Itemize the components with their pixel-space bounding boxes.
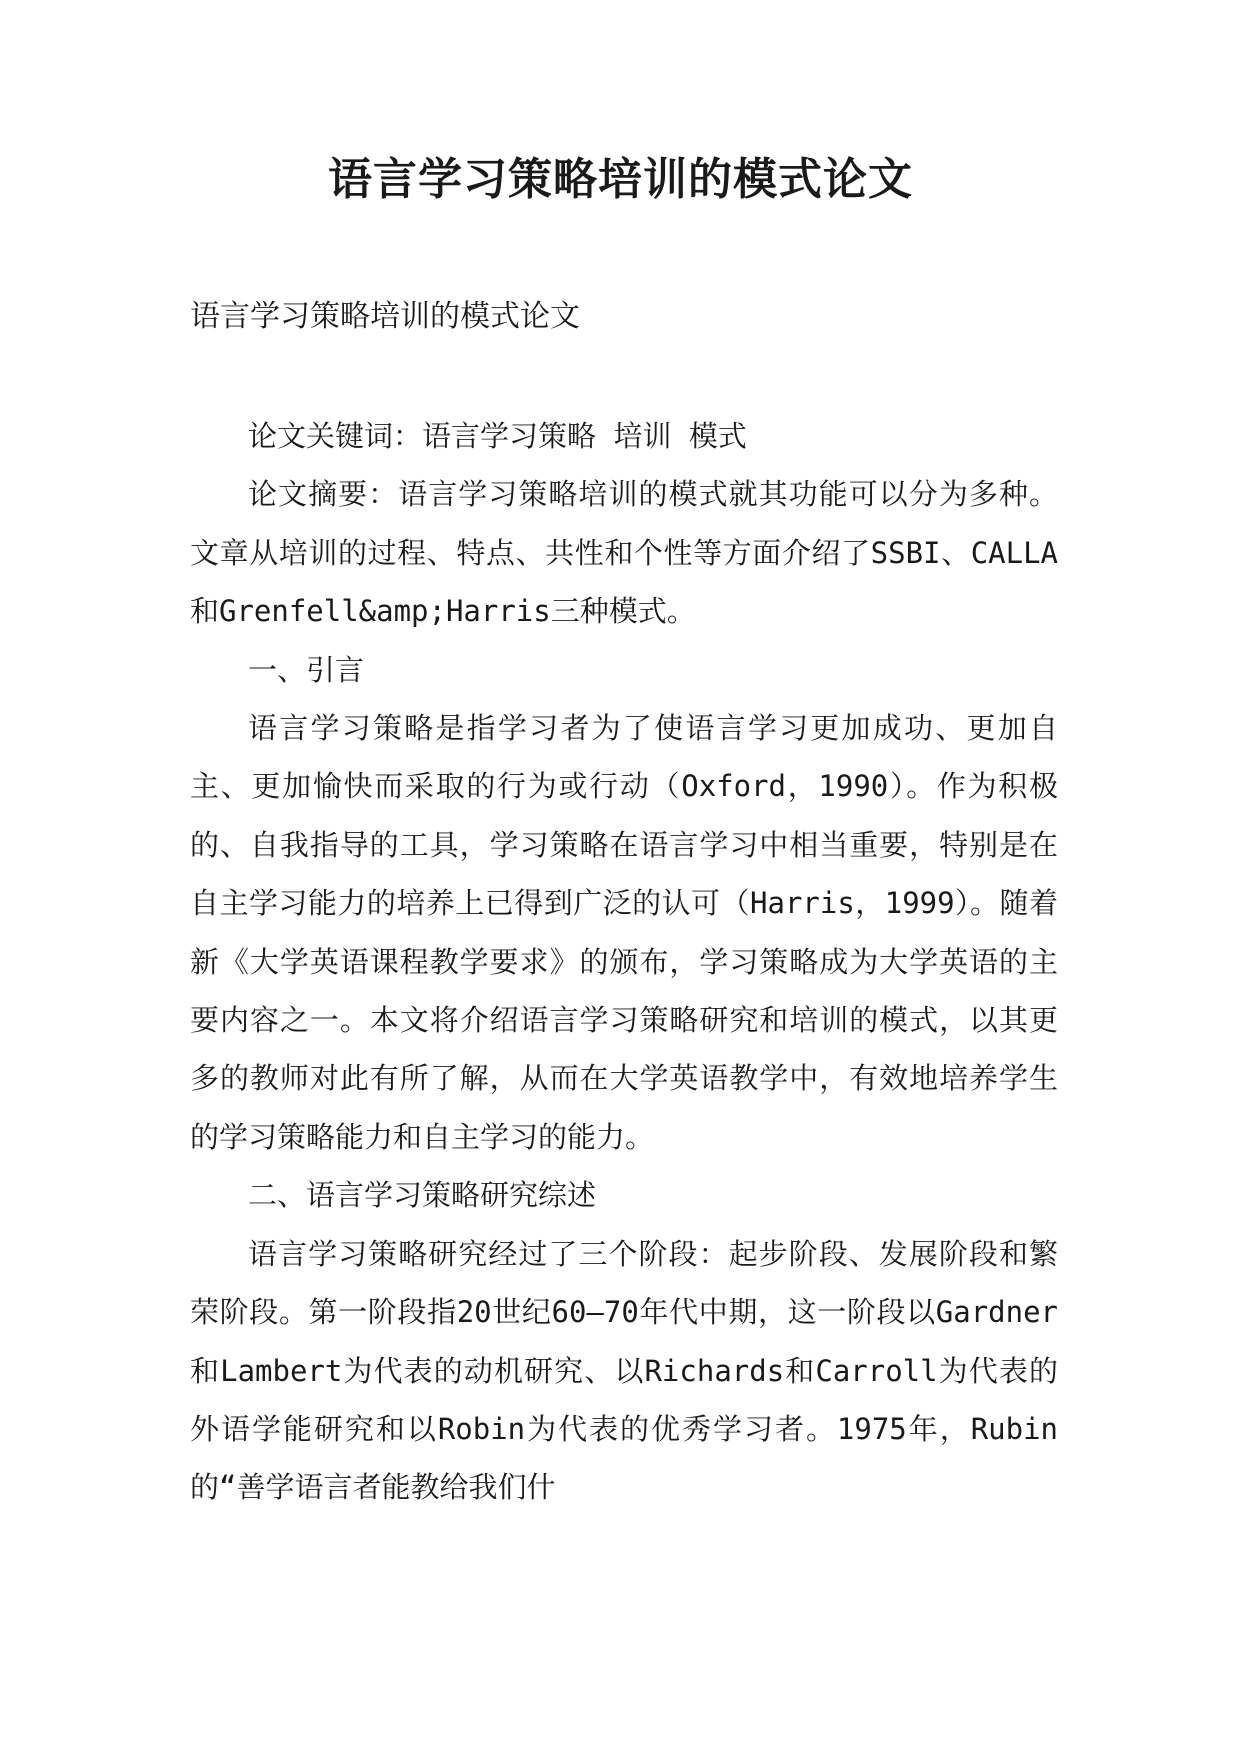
review-paragraph: 语言学习策略研究经过了三个阶段：起步阶段、发展阶段和繁荣阶段。第一阶段指20世纪60—70年代中期，这一阶段以Gardner和Lambert为代表的动机研究、以Richards和Carroll为代表的外语学能研究和以Robin为代表的优秀学习者。1975年，Rubin的“善学语言者能教给我们什: [190, 1236, 1058, 1505]
introduction-paragraph: 语言学习策略是指学习者为了使语言学习更加成功、更加自主、更加愉快而采取的行为或行动（Oxford，1990）。作为积极的、自我指导的工具，学习策略在语言学习中相当重要，特别是在自主学习能力的培养上已得到广泛的认可（Harris，1999）。随着新《大学英语课程教学要求》的颁布，学习策略成为大学英语的主要内容之一。本文将介绍语言学习策略研究和培训的模式，以其更多的教师对此有所了解，从而在大学英语教学中，有效地培养学生的学习策略能力和自主学习的能力。: [190, 711, 1058, 1154]
section-heading-introduction: 一、引言: [248, 652, 365, 687]
section-heading-review: 二、语言学习策略研究综述: [248, 1178, 597, 1213]
document-body: [190, 407, 1058, 1517]
abstract-paragraph: 论文摘要：语言学习策略培训的模式就其功能可以分为多种。文章从培训的过程、特点、共性和个性等方面介绍了SSBI、CALLA和Grenfell&amp;Harris三种模式。: [190, 477, 1058, 629]
document-title: 语言学习策略培训的模式论文: [328, 154, 913, 205]
document-subtitle: 语言学习策略培训的模式论文: [190, 299, 580, 334]
keywords-paragraph: 论文关键词：语言学习策略 培训 模式: [248, 419, 747, 453]
